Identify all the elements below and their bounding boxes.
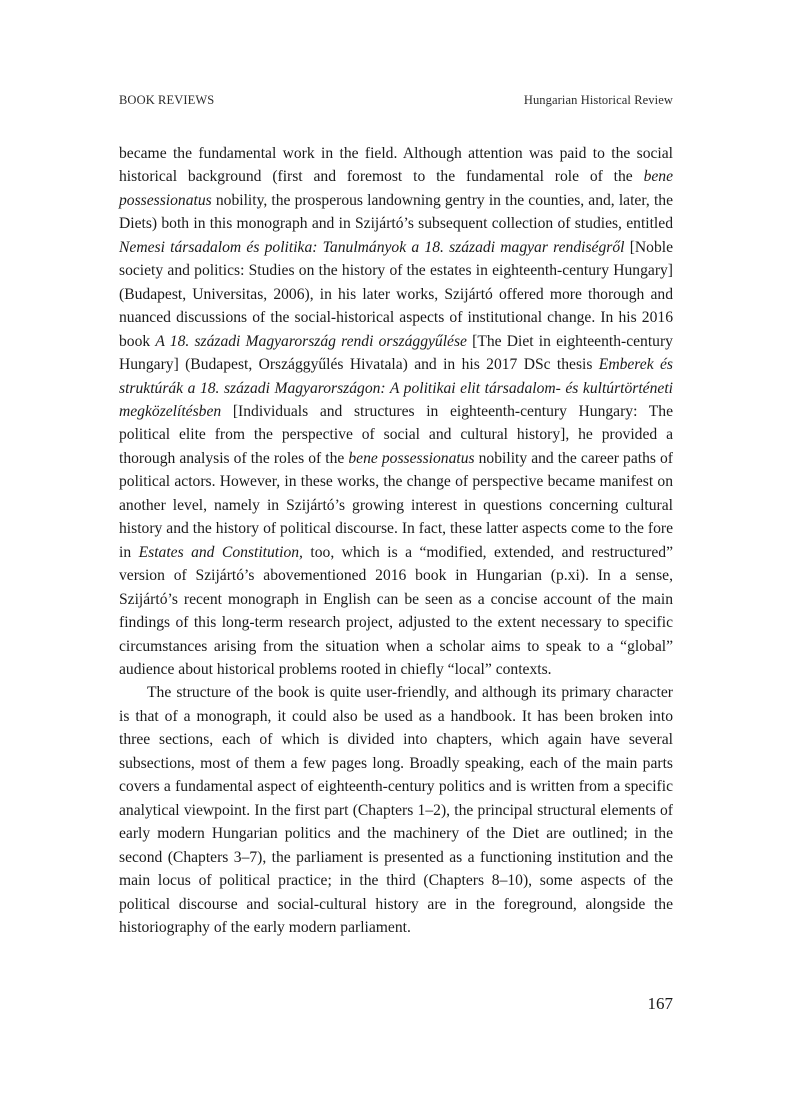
italic-title: A 18. századi Magyarország rendi országgyűlése <box>155 332 467 350</box>
article-body <box>119 142 673 939</box>
running-head <box>119 93 673 113</box>
journal-title: Hungarian Historical Review <box>523 93 673 107</box>
text-run: too, which is a “modified, extended, and restructured” version of Szijártó’s abovementioned 2016 book in Hungarian (p.xi). In a sense, Szijártó’s recent monograph in English can be seen as a concise account of the main findings of this long-term research project, adjusted to the extent necessary to specific circumstances arising from the situation when a scholar aims to speak to a “global” audience about historical problems rooted in chiefly “local” contexts. <box>119 543 674 678</box>
text-run: [Individuals and structures in eighteenth-century Hungary: The political elite from the perspective of social and cultural history], he provided a thorough analysis of the roles of the <box>119 402 673 467</box>
italic-term: bene possessionatus <box>119 168 673 209</box>
text-run: became the fundamental work in the field. Although attention was paid to the social historical background (first and foremost to the fundamental role of the <box>119 145 673 186</box>
italic-title: Nemesi társadalom és politika: Tanulmányok a 18. századi magyar rendiségről <box>119 238 625 256</box>
page-number: 167 <box>647 994 673 1013</box>
italic-title: Estates and Constitution, <box>138 543 303 561</box>
paragraph-1 <box>119 142 673 681</box>
text-run: [Noble society and politics: Studies on the history of the estates in eighteenth-century Hungary] (Budapest, Universitas, 2006), in his later works, Szijártó offered more thorough and nuanced discussions of the social-historical aspects of institutional change. In his 2016 book <box>119 238 673 350</box>
text-run: [The Diet in eighteenth-century Hungary] (Budapest, Országgyűlés Hivatala) and in his 2017 DSc thesis <box>119 332 673 374</box>
text-run: nobility, the prosperous landowning gentry in the counties, and, later, the Diets) both in this monograph and in Szijártó’s subsequent collection of studies, entitled <box>119 191 673 233</box>
text-run: nobility and the career paths of political actors. However, in these works, the change of perspective became manifest on another level, namely in Szijártó’s growing interest in questions concerning cultural history and the history of political discourse. In fact, these latter aspects come to the fore in <box>119 449 673 561</box>
italic-title: Emberek és struktúrák a 18. századi Magyarországon: A politikai elit társadalom- és kultúrtörténeti megközelítésben <box>119 356 673 420</box>
section-label: BOOK REVIEWS <box>119 93 215 107</box>
italic-term: bene possessionatus <box>348 449 475 467</box>
paragraph-2: The structure of the book is quite user-friendly, and although its primary character is that of a monograph, it could also be used as a handbook. It has been broken into three sections, each of which is divided into chapters, which again have several subsections, most of them a few pages long. Broadly speaking, each of the main parts covers a fundamental aspect of eighteenth-century politics and is written from a specific analytical viewpoint. In the first part (Chapters 1–2), the principal structural elements of early modern Hungarian politics and the machinery of the Diet are outlined; in the second (Chapters 3–7), the parliament is presented as a functioning institution and the main locus of political practice; in the third (Chapters 8–10), some aspects of the political discourse and social-cultural history are in the foreground, alongside the historiography of the early modern parliament. <box>119 684 673 936</box>
